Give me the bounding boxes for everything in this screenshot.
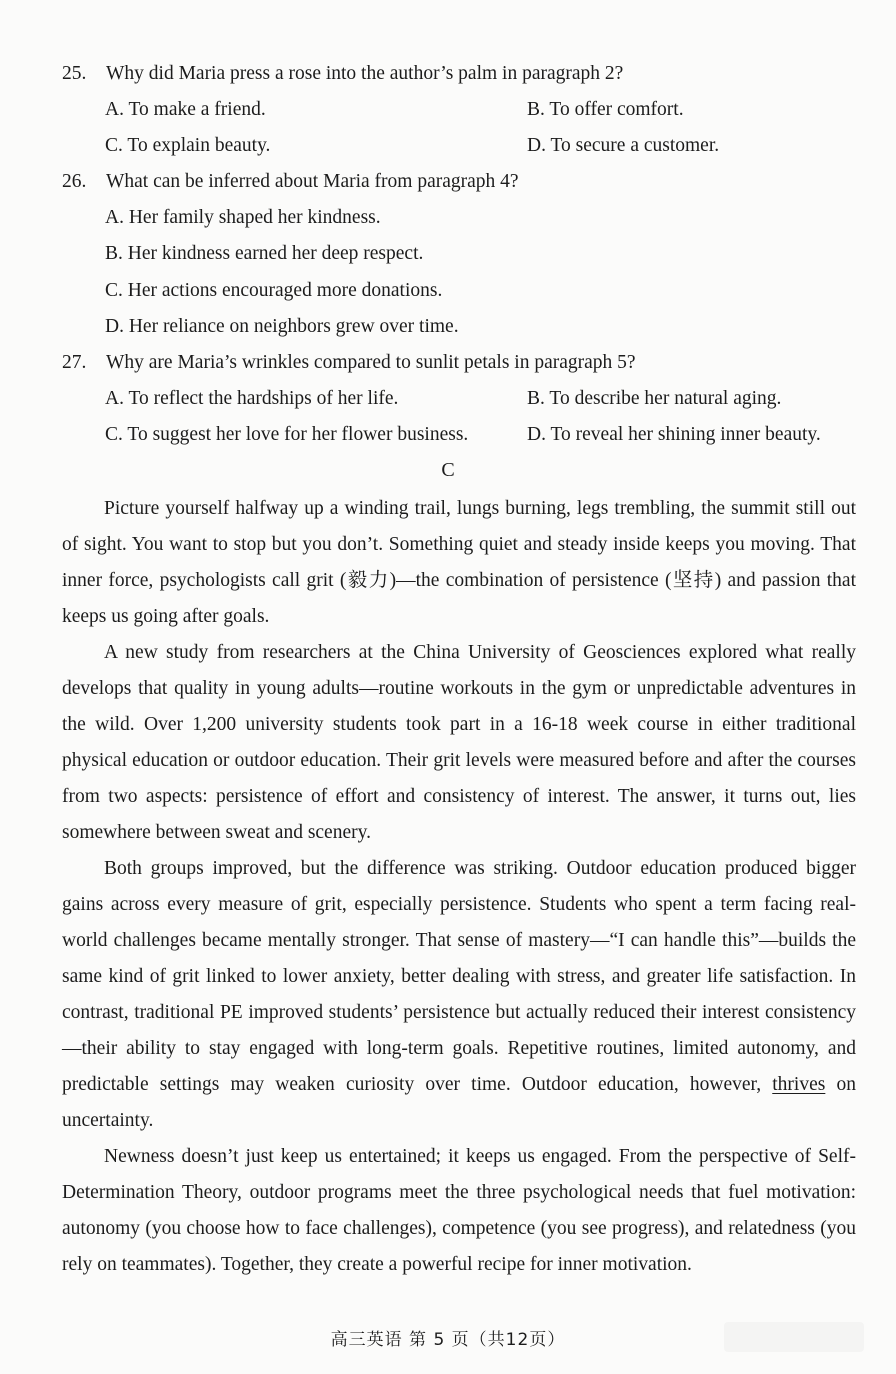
option-b: B. To describe her natural aging. <box>527 388 782 409</box>
option-b: B. Her kindness earned her deep respect. <box>105 243 424 264</box>
page-footer: 高三英语 第 5 页（共12页） <box>330 1330 566 1350</box>
underlined-word: thrives <box>772 1074 826 1095</box>
question-stem: What can be inferred about Maria from paragraph 4? <box>106 171 519 192</box>
option-a: A. Her family shaped her kindness. <box>105 207 381 228</box>
option-d: D. To reveal her shining inner beauty. <box>527 424 821 445</box>
section-heading: C <box>441 459 455 481</box>
option-c: C. To suggest her love for her flower business. <box>105 424 469 445</box>
question-26 <box>62 170 519 194</box>
reading-passage <box>62 491 856 1283</box>
paragraph-4: Newness doesn’t just keep us entertained; it keeps us engaged. From the perspective of Self-Determination Theory, outdoor programs meet the three psychological needs that fuel motivation: autonomy (you choose how to face challenges), competence (you see progress), and relatedness (you rely on teammates). Together, they create a powerful recipe for inner motivation. <box>62 1146 856 1275</box>
paragraph-3 <box>62 851 856 1139</box>
question-number: 26. <box>62 171 87 192</box>
option-c: C. Her actions encouraged more donations. <box>105 280 443 301</box>
paragraph-1: Picture yourself halfway up a winding trail, lungs burning, legs trembling, the summit still out of sight. You want to stop but you don’t. Something quiet and steady inside keeps you moving. That inner force, psychologists call grit (毅力)—the combination of persistence (坚持) and passion that keeps us going after goals. <box>62 498 856 627</box>
question-stem: Why are Maria’s wrinkles compared to sunlit petals in paragraph 5? <box>106 352 636 373</box>
question-number: 27. <box>62 352 87 373</box>
paragraph-3-text: Both groups improved, but the difference was striking. Outdoor education produced bigger gains across every measure of grit, especially persistence. Students who spent a term facing real-world challenges became mentally stronger. That sense of mastery—“I can handle this”—builds the same kind of grit linked to lower anxiety, better dealing with stress, and greater life satisfaction. In contrast, traditional PE improved students’ persistence but actually reduced their interest consistency—their ability to stay engaged with long-term goals. Repetitive routines, limited autonomy, and predictable settings may weaken curiosity over time. Outdoor education, however, <box>62 858 856 1095</box>
question-stem: Why did Maria press a rose into the author’s palm in paragraph 2? <box>106 63 624 84</box>
paragraph-2: A new study from researchers at the China University of Geosciences explored what really develops that quality in young adults—routine workouts in the gym or unpredictable adventures in the wild. Over 1,200 university students took part in a 16-18 week course in either traditional physical education or outdoor education. Their grit levels were measured before and after the courses from two aspects: persistence of effort and consistency of interest. The answer, it turns out, lies somewhere between sweat and scenery. <box>62 642 856 843</box>
option-d: D. Her reliance on neighbors grew over time. <box>105 316 459 337</box>
question-25 <box>62 62 623 86</box>
option-b: B. To offer comfort. <box>527 99 684 120</box>
watermark <box>724 1322 864 1352</box>
option-a: A. To make a friend. <box>105 99 266 120</box>
option-a: A. To reflect the hardships of her life. <box>105 388 399 409</box>
question-27 <box>62 351 636 375</box>
question-number: 25. <box>62 63 87 84</box>
option-d: D. To secure a customer. <box>527 135 720 156</box>
paragraph-3-end: on uncertainty. <box>62 1074 857 1131</box>
option-c: C. To explain beauty. <box>105 135 271 156</box>
